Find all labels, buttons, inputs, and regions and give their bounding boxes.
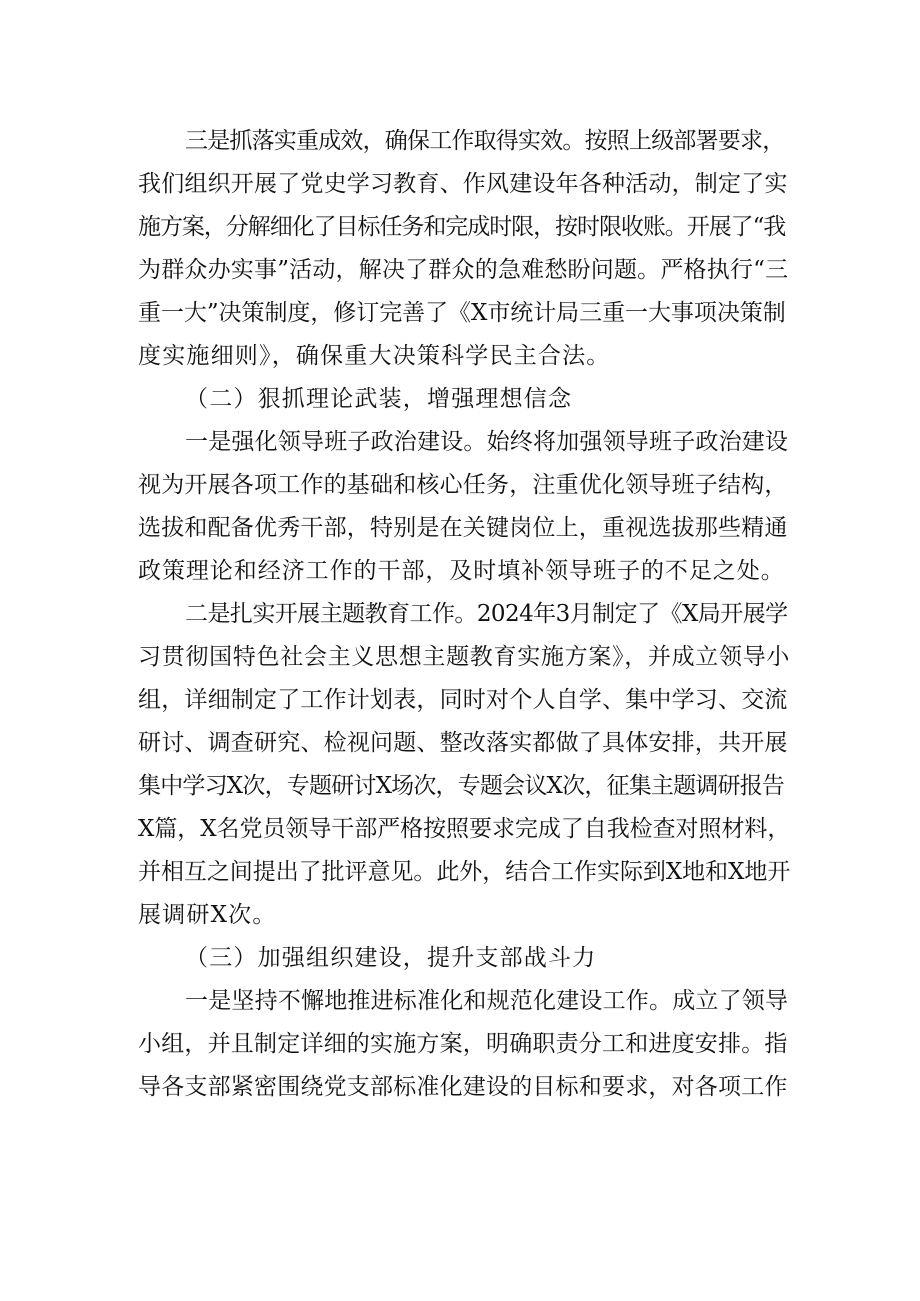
- paragraph-line: 展调研X次。: [138, 902, 277, 928]
- paragraph-line: 导各支部紧密围绕党支部标准化建设的目标和要求，对各项工作: [138, 1074, 788, 1100]
- paragraph-line: 施方案，分解细化了目标任务和完成时限，按时限收账。开展了“我: [138, 214, 786, 240]
- paragraph-line: 习贯彻国特色社会主义思想主题教育实施方案》，并成立领导小: [138, 644, 791, 670]
- paragraph-line: X篇，X名党员领导干部严格按照要求完成了自我检查对照材料，: [138, 816, 791, 842]
- paragraph-line: 一是坚持不懈地推进标准化和规范化建设工作。成立了领导: [185, 988, 789, 1014]
- paragraph-line: 二是扎实开展主题教育工作。2024年3月制定了《X局开展学: [185, 601, 788, 627]
- paragraph-line: 一是强化领导班子政治建设。始终将加强领导班子政治建设: [185, 429, 789, 455]
- paragraph-line: 政策理论和经济工作的干部，及时填补领导班子的不足之处。: [138, 558, 785, 584]
- section-heading: （二）狠抓理论武装，增强理想信念: [185, 386, 573, 412]
- paragraph-line: 组，详细制定了工作计划表，同时对个人自学、集中学习、交流: [138, 687, 788, 713]
- paragraph-line: 小组，并且制定详细的实施方案，明确职责分工和进度安排。指: [138, 1031, 788, 1057]
- paragraph-line: 重一大”决策制度，修订完善了《X市统计局三重一大事项决策制: [138, 300, 786, 326]
- paragraph-line: 三是抓落实重成效，确保工作取得实效。按照上级部署要求，: [185, 128, 785, 154]
- paragraph-line: 研讨、调查研究、检视问题、整改落实都做了具体安排，共开展: [138, 730, 788, 756]
- paragraph-line: 视为开展各项工作的基础和核心任务，注重优化领导班子结构，: [138, 472, 788, 498]
- paragraph-line: 并相互之间提出了批评意见。此外，结合工作实际到X地和X地开: [138, 859, 791, 885]
- section-heading: （三）加强组织建设，提升支部战斗力: [185, 945, 597, 971]
- paragraph-line: 我们组织开展了党史学习教育、作风建设年各种活动，制定了实: [138, 171, 788, 197]
- paragraph-line: 为群众办实事”活动，解决了群众的急难愁盼问题。严格执行“三: [138, 257, 789, 283]
- paragraph-line: 集中学习X次，专题研讨X场次，专题会议X次，征集主题调研报告: [138, 773, 785, 799]
- paragraph-line: 选拔和配备优秀干部，特别是在关键岗位上，重视选拔那些精通: [138, 515, 788, 541]
- paragraph-line: 度实施细则》，确保重大决策科学民主合法。: [138, 343, 611, 369]
